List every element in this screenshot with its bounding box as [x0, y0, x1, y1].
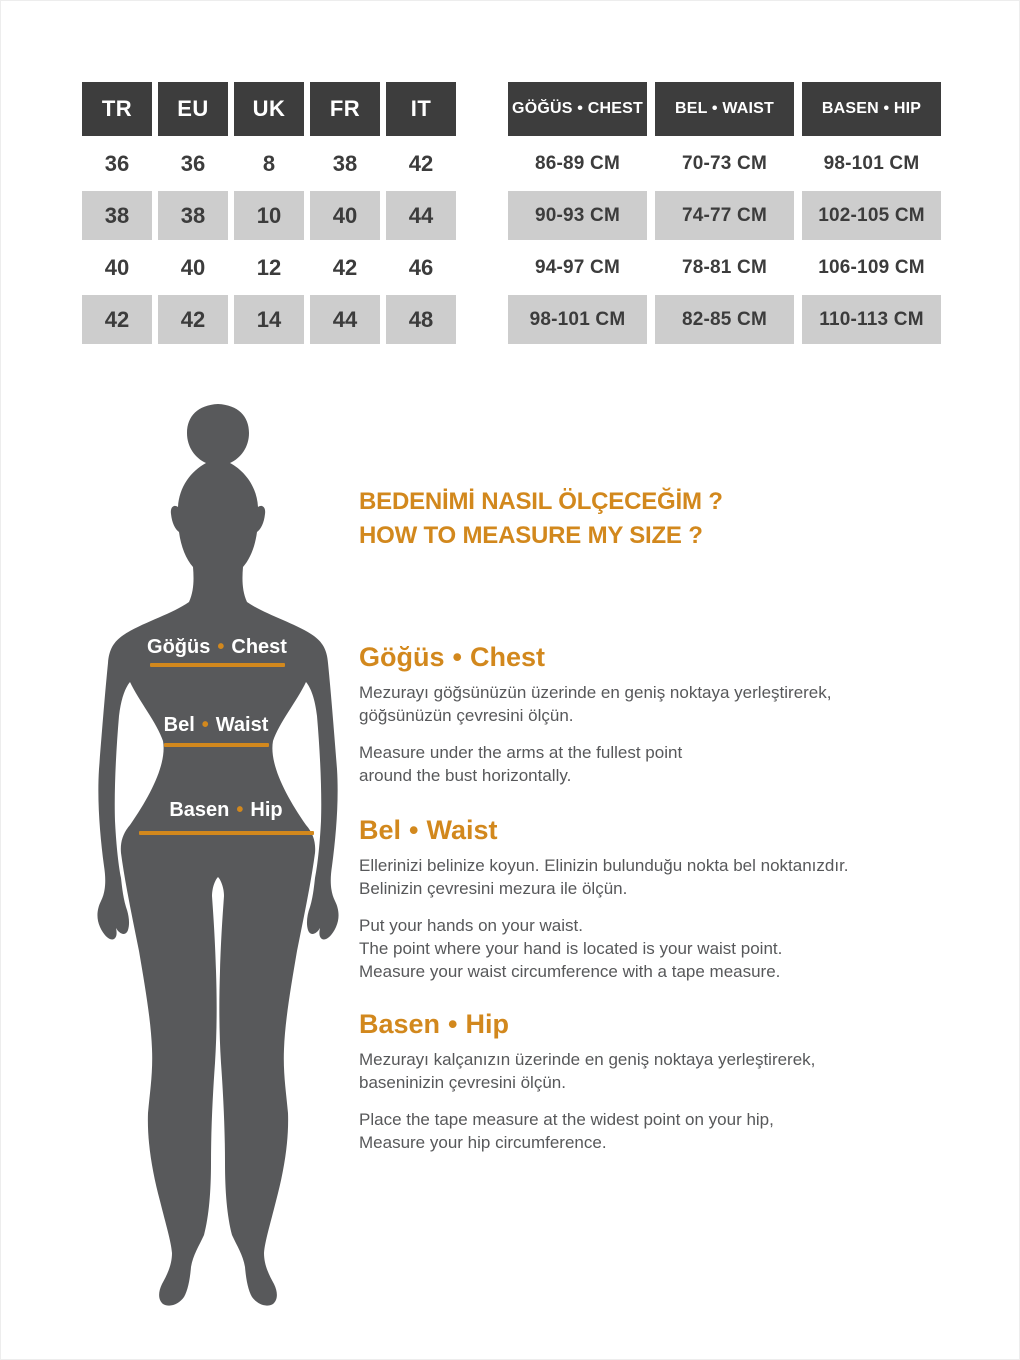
- dot-separator: •: [201, 714, 209, 736]
- table-cell: 36: [104, 150, 130, 176]
- table-header-cell: IT: [386, 82, 456, 136]
- table-header-cell: BASEN • HIP: [802, 82, 941, 136]
- heading-en: Chest: [469, 642, 545, 672]
- figure-label-hip-en: Hip: [250, 799, 283, 821]
- table-cell: 36: [180, 150, 206, 176]
- figure-label-waist-tr: Bel: [163, 714, 195, 736]
- figure-label-waist-en: Waist: [215, 714, 269, 736]
- table-cell: 42: [408, 150, 434, 176]
- figure-label-hip-tr: Basen: [169, 799, 230, 821]
- section-heading-hip: [359, 1008, 999, 1040]
- dot-separator: •: [452, 642, 462, 672]
- measurement-range-table: [508, 82, 941, 344]
- table-cell: 14: [234, 295, 304, 344]
- table-cell: 42: [158, 295, 228, 344]
- hip-instructions-tr: Mezurayı kalçanızın üzerinde en geniş noktaya yerleştirerek, baseninizin çevresini ölçün.: [359, 1050, 816, 1092]
- hip-measure-line: [139, 831, 314, 835]
- table-header-cell: UK: [234, 82, 304, 136]
- size-conversion-table: [82, 82, 456, 344]
- section-heading-chest: [359, 641, 999, 673]
- table-cell: 44: [386, 191, 456, 240]
- table-cell: 90-93 CM: [508, 191, 647, 240]
- dot-separator: •: [448, 1009, 458, 1039]
- dot-separator: •: [409, 815, 419, 845]
- table-cell: 42: [82, 295, 152, 344]
- heading-tr: Göğüs: [359, 642, 445, 672]
- waist-measure-line: [164, 743, 269, 747]
- section-heading-waist: [359, 814, 999, 846]
- figure-label-chest-en: Chest: [231, 636, 287, 658]
- table-cell: 40: [104, 254, 130, 280]
- guide-title: BEDENİMİ NASIL ÖLÇECEĞİM ? HOW TO MEASURE MY SIZE ?: [359, 488, 723, 549]
- table-cell: 110-113 CM: [802, 295, 941, 344]
- table-cell: 42: [332, 254, 358, 280]
- figure-label-waist: [126, 713, 306, 747]
- table-cell: 8: [262, 150, 276, 176]
- table-cell: 48: [386, 295, 456, 344]
- dot-separator: •: [236, 799, 244, 821]
- guide-section-chest: [359, 641, 999, 787]
- table-cell: 38: [332, 150, 358, 176]
- hip-instructions-en: Place the tape measure at the widest point on your hip, Measure your hip circumference.: [359, 1110, 774, 1152]
- table-header-cell: BEL • WAIST: [655, 82, 794, 136]
- heading-tr: Basen: [359, 1009, 441, 1039]
- table-header-cell: EU: [158, 82, 228, 136]
- table-cell: 86-89 CM: [534, 152, 621, 174]
- heading-en: Hip: [465, 1009, 509, 1039]
- dot-separator: •: [217, 636, 225, 658]
- measurement-figure: [68, 401, 368, 1316]
- table-cell: 82-85 CM: [655, 295, 794, 344]
- table-cell: 40: [310, 191, 380, 240]
- figure-label-hip: [136, 798, 316, 835]
- heading-tr: Bel: [359, 815, 402, 845]
- table-cell: 78-81 CM: [681, 256, 768, 278]
- table-cell: 44: [310, 295, 380, 344]
- table-cell: 98-101 CM: [508, 295, 647, 344]
- waist-instructions-en: Put your hands on your waist. The point where your hand is located is your waist point. Measure your waist circumference with a tape measure.: [359, 916, 783, 981]
- table-cell: 12: [256, 254, 282, 280]
- table-cell: 102-105 CM: [802, 191, 941, 240]
- table-header-cell: FR: [310, 82, 380, 136]
- table-cell: 106-109 CM: [818, 256, 925, 278]
- chest-instructions-en: Measure under the arms at the fullest point around the bust horizontally.: [359, 743, 683, 785]
- heading-en: Waist: [426, 815, 498, 845]
- table-cell: 10: [234, 191, 304, 240]
- woman-silhouette: [68, 401, 368, 1316]
- waist-instructions-tr: Ellerinizi belinize koyun. Elinizin bulunduğu nokta bel noktanızdır. Belinizin çevresini mezura ile ölçün.: [359, 856, 849, 898]
- guide-section-hip: [359, 1008, 999, 1154]
- table-header-cell: GÖĞÜS • CHEST: [508, 82, 647, 136]
- table-cell: 38: [82, 191, 152, 240]
- table-cell: 46: [408, 254, 434, 280]
- table-cell: 98-101 CM: [823, 152, 920, 174]
- table-cell: 70-73 CM: [681, 152, 768, 174]
- figure-label-chest: [127, 635, 307, 667]
- table-cell: 94-97 CM: [534, 256, 621, 278]
- table-header-cell: TR: [82, 82, 152, 136]
- table-cell: 40: [180, 254, 206, 280]
- chest-instructions-tr: Mezurayı göğsünüzün üzerinde en geniş noktaya yerleştirerek, göğsünüzün çevresini ölçün.: [359, 683, 832, 725]
- table-cell: 38: [158, 191, 228, 240]
- guide-section-waist: [359, 814, 999, 983]
- chest-measure-line: [150, 663, 285, 667]
- table-cell: 74-77 CM: [655, 191, 794, 240]
- figure-label-chest-tr: Göğüs: [147, 636, 211, 658]
